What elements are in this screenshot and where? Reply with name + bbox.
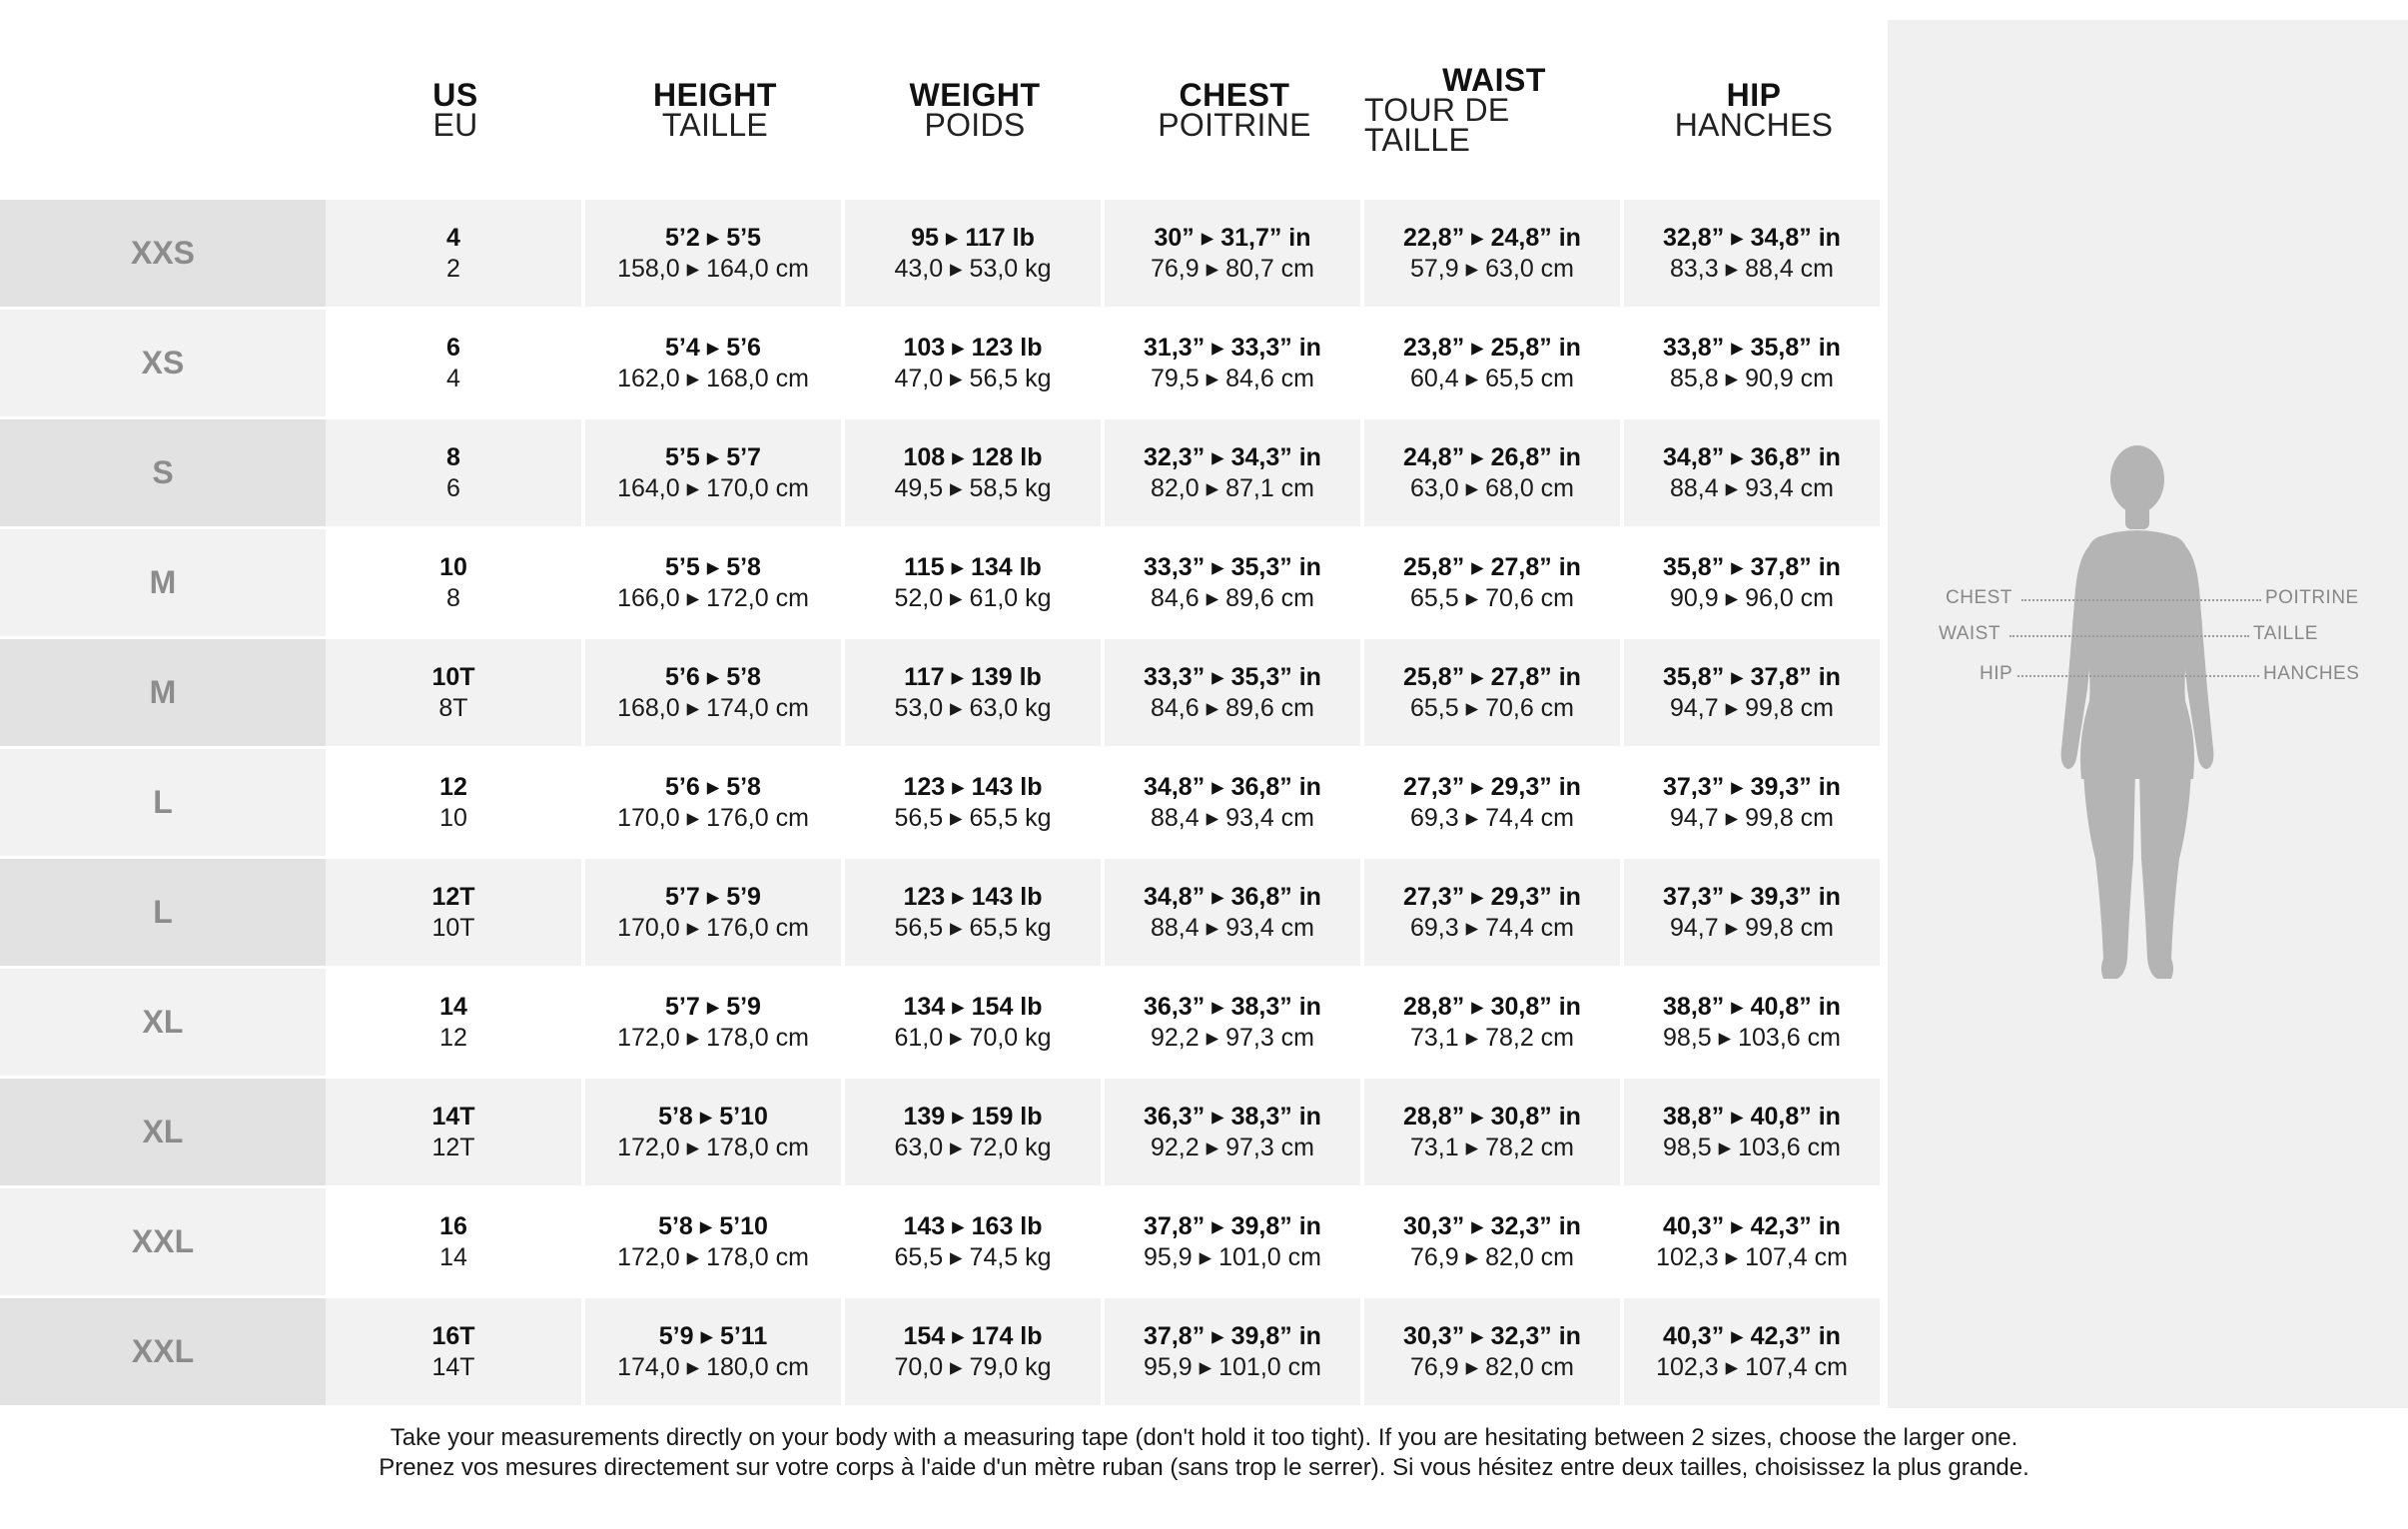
cell-secondary-value: 76,9 ▸ 82,0 cm — [1409, 1242, 1575, 1271]
table-cell — [1624, 969, 1884, 1079]
table-cell — [326, 1188, 585, 1298]
column-header-en: HEIGHT — [653, 77, 777, 113]
column-header-en: CHEST — [1179, 77, 1290, 113]
cell-secondary-value: 158,0 ▸ 164,0 cm — [617, 254, 809, 283]
size-label: XL — [0, 1079, 326, 1188]
waist-label: WAIST — [1939, 623, 2001, 644]
cell-primary-value: 36,3” ▸ 38,3” in — [1144, 1102, 1321, 1131]
table-cell — [1624, 529, 1884, 639]
cell-primary-value: 5’7 ▸ 5’9 — [665, 992, 761, 1021]
cell-primary-value: 30” ▸ 31,7” in — [1154, 223, 1311, 252]
cell-primary-value: 28,8” ▸ 30,8” in — [1403, 1102, 1581, 1131]
cell-primary-value: 5’6 ▸ 5’8 — [665, 662, 761, 691]
cell-primary-value: 123 ▸ 143 lb — [903, 882, 1043, 911]
cell-primary-value: 32,3” ▸ 34,3” in — [1144, 442, 1321, 471]
cell-secondary-value: 14 — [439, 1242, 467, 1271]
cell-secondary-value: 98,5 ▸ 103,6 cm — [1663, 1023, 1841, 1052]
cell-primary-value: 5’8 ▸ 5’10 — [658, 1102, 768, 1131]
size-label: XXL — [0, 1188, 326, 1298]
column-header-en: US — [432, 77, 478, 113]
table-cell — [1624, 1188, 1884, 1298]
cell-secondary-value: 10 — [439, 803, 467, 832]
table-cell — [1624, 859, 1884, 969]
cell-secondary-value: 79,5 ▸ 84,6 cm — [1150, 364, 1315, 392]
cell-primary-value: 25,8” ▸ 27,8” in — [1403, 662, 1581, 691]
size-label: XL — [0, 969, 326, 1079]
table-cell — [585, 419, 845, 529]
table-cell — [585, 310, 845, 419]
cell-primary-value: 33,3” ▸ 35,3” in — [1144, 552, 1321, 581]
table-cell — [845, 419, 1105, 529]
body-silhouette-icon — [2037, 439, 2237, 999]
table-cell — [585, 639, 845, 749]
cell-secondary-value: 65,5 ▸ 70,6 cm — [1409, 583, 1575, 612]
table-cell — [845, 969, 1105, 1079]
column-header-fr: POITRINE — [1158, 107, 1311, 143]
table-cell — [1624, 200, 1884, 310]
table-cell — [845, 1188, 1105, 1298]
table-cell — [326, 969, 585, 1079]
cell-primary-value: 95 ▸ 117 lb — [911, 223, 1035, 252]
column-header — [845, 0, 1105, 200]
size-label: XXL — [0, 1298, 326, 1408]
size-label: M — [0, 529, 326, 639]
cell-secondary-value: 47,0 ▸ 56,5 kg — [894, 364, 1052, 392]
table-cell — [1364, 310, 1624, 419]
table-cell — [845, 200, 1105, 310]
column-header-fr: TOUR DE TAILLE — [1364, 92, 1510, 158]
taille-label: TAILLE — [2253, 623, 2318, 644]
cell-secondary-value: 170,0 ▸ 176,0 cm — [617, 803, 809, 832]
cell-secondary-value: 63,0 ▸ 72,0 kg — [894, 1133, 1052, 1161]
table-cell — [1105, 529, 1364, 639]
table-cell — [585, 749, 845, 859]
cell-secondary-value: 49,5 ▸ 58,5 kg — [894, 473, 1052, 502]
table-cell — [1105, 419, 1364, 529]
cell-secondary-value: 8 — [446, 583, 460, 612]
cell-primary-value: 36,3” ▸ 38,3” in — [1144, 992, 1321, 1021]
cell-primary-value: 35,8” ▸ 37,8” in — [1663, 662, 1841, 691]
cell-secondary-value: 84,6 ▸ 89,6 cm — [1150, 583, 1315, 612]
cell-secondary-value: 60,4 ▸ 65,5 cm — [1409, 364, 1575, 392]
cell-primary-value: 33,3” ▸ 35,3” in — [1144, 662, 1321, 691]
cell-primary-value: 34,8” ▸ 36,8” in — [1144, 772, 1321, 801]
table-cell — [326, 1298, 585, 1408]
cell-secondary-value: 88,4 ▸ 93,4 cm — [1150, 913, 1315, 942]
table-cell — [845, 749, 1105, 859]
cell-primary-value: 35,8” ▸ 37,8” in — [1663, 552, 1841, 581]
cell-primary-value: 103 ▸ 123 lb — [903, 333, 1043, 362]
cell-primary-value: 117 ▸ 139 lb — [904, 662, 1042, 691]
table-cell — [1624, 310, 1884, 419]
poitrine-label: POITRINE — [2265, 587, 2359, 608]
cell-primary-value: 108 ▸ 128 lb — [903, 442, 1043, 471]
cell-primary-value: 37,3” ▸ 39,3” in — [1663, 882, 1841, 911]
table-cell — [1364, 529, 1624, 639]
chest-label: CHEST — [1946, 587, 2012, 608]
cell-secondary-value: 82,0 ▸ 87,1 cm — [1150, 473, 1315, 502]
column-header-en: WEIGHT — [909, 77, 1041, 113]
cell-secondary-value: 61,0 ▸ 70,0 kg — [894, 1023, 1052, 1052]
footer-line-en: Take your measurements directly on your body with a measuring tape (don't hold it too tight). If you are hesitating between 2 sizes, choose the larger one. — [390, 1424, 2018, 1451]
hip-label: HIP — [1980, 663, 2013, 684]
cell-primary-value: 143 ▸ 163 lb — [903, 1211, 1043, 1240]
hanches-label: HANCHES — [2263, 663, 2360, 684]
cell-secondary-value: 76,9 ▸ 80,7 cm — [1150, 254, 1315, 283]
cell-primary-value: 33,8” ▸ 35,8” in — [1663, 333, 1841, 362]
table-cell — [585, 529, 845, 639]
cell-primary-value: 30,3” ▸ 32,3” in — [1403, 1211, 1581, 1240]
header-size-blank — [0, 0, 326, 200]
column-header — [1364, 0, 1624, 200]
table-cell — [1364, 969, 1624, 1079]
column-header-fr: HANCHES — [1674, 107, 1834, 143]
table-cell — [326, 310, 585, 419]
size-label: L — [0, 749, 326, 859]
cell-primary-value: 154 ▸ 174 lb — [903, 1321, 1043, 1350]
column-header — [1105, 0, 1364, 200]
cell-primary-value: 25,8” ▸ 27,8” in — [1403, 552, 1581, 581]
cell-secondary-value: 170,0 ▸ 176,0 cm — [617, 913, 809, 942]
cell-primary-value: 16T — [431, 1321, 475, 1350]
cell-primary-value: 24,8” ▸ 26,8” in — [1403, 442, 1581, 471]
cell-secondary-value: 95,9 ▸ 101,0 cm — [1144, 1242, 1321, 1271]
table-cell — [585, 1079, 845, 1188]
table-cell — [1364, 1188, 1624, 1298]
cell-secondary-value: 69,3 ▸ 74,4 cm — [1409, 803, 1575, 832]
size-label: XS — [0, 310, 326, 419]
table-cell — [1364, 1079, 1624, 1188]
cell-primary-value: 8 — [446, 442, 460, 471]
cell-secondary-value: 94,7 ▸ 99,8 cm — [1669, 913, 1835, 942]
cell-secondary-value: 12T — [431, 1133, 475, 1161]
cell-secondary-value: 84,6 ▸ 89,6 cm — [1150, 693, 1315, 722]
cell-secondary-value: 168,0 ▸ 174,0 cm — [617, 693, 809, 722]
table-cell — [845, 1298, 1105, 1408]
column-header — [1624, 0, 1884, 200]
cell-primary-value: 34,8” ▸ 36,8” in — [1663, 442, 1841, 471]
table-cell — [1105, 639, 1364, 749]
table-cell — [1624, 419, 1884, 529]
column-header-fr: POIDS — [924, 107, 1026, 143]
cell-primary-value: 37,8” ▸ 39,8” in — [1144, 1211, 1321, 1240]
table-cell — [1105, 749, 1364, 859]
cell-secondary-value: 83,3 ▸ 88,4 cm — [1669, 254, 1835, 283]
table-cell — [845, 310, 1105, 419]
cell-secondary-value: 52,0 ▸ 61,0 kg — [894, 583, 1052, 612]
cell-secondary-value: 85,8 ▸ 90,9 cm — [1669, 364, 1835, 392]
cell-secondary-value: 65,5 ▸ 70,6 cm — [1409, 693, 1575, 722]
cell-primary-value: 5’9 ▸ 5’11 — [658, 1321, 768, 1350]
table-cell — [1364, 1298, 1624, 1408]
cell-secondary-value: 92,2 ▸ 97,3 cm — [1150, 1023, 1315, 1052]
size-label: XXS — [0, 200, 326, 310]
cell-secondary-value: 6 — [446, 473, 460, 502]
cell-primary-value: 27,3” ▸ 29,3” in — [1403, 772, 1581, 801]
cell-secondary-value: 76,9 ▸ 82,0 cm — [1409, 1352, 1575, 1381]
cell-primary-value: 34,8” ▸ 36,8” in — [1144, 882, 1321, 911]
cell-secondary-value: 70,0 ▸ 79,0 kg — [894, 1352, 1052, 1381]
table-cell — [585, 1298, 845, 1408]
cell-primary-value: 14T — [431, 1102, 475, 1131]
table-cell — [1364, 859, 1624, 969]
table-cell — [326, 639, 585, 749]
cell-secondary-value: 56,5 ▸ 65,5 kg — [894, 803, 1052, 832]
cell-secondary-value: 43,0 ▸ 53,0 kg — [894, 254, 1052, 283]
cell-secondary-value: 164,0 ▸ 170,0 cm — [617, 473, 809, 502]
column-header-en: WAIST — [1442, 62, 1546, 98]
cell-secondary-value: 14T — [431, 1352, 475, 1381]
cell-primary-value: 28,8” ▸ 30,8” in — [1403, 992, 1581, 1021]
cell-primary-value: 5’6 ▸ 5’8 — [665, 772, 761, 801]
column-header-en: HIP — [1726, 77, 1782, 113]
table-cell — [1364, 639, 1624, 749]
cell-secondary-value: 69,3 ▸ 74,4 cm — [1409, 913, 1575, 942]
cell-primary-value: 5’2 ▸ 5’5 — [665, 223, 761, 252]
cell-primary-value: 134 ▸ 154 lb — [903, 992, 1043, 1021]
table-cell — [326, 419, 585, 529]
cell-secondary-value: 166,0 ▸ 172,0 cm — [617, 583, 809, 612]
footer-note — [0, 1423, 2408, 1483]
table-cell — [1364, 419, 1624, 529]
cell-primary-value: 5’7 ▸ 5’9 — [665, 882, 761, 911]
table-cell — [1105, 310, 1364, 419]
cell-secondary-value: 56,5 ▸ 65,5 kg — [894, 913, 1052, 942]
table-cell — [845, 859, 1105, 969]
cell-primary-value: 22,8” ▸ 24,8” in — [1403, 223, 1581, 252]
cell-secondary-value: 57,9 ▸ 63,0 cm — [1409, 254, 1575, 283]
cell-secondary-value: 102,3 ▸ 107,4 cm — [1656, 1352, 1848, 1381]
cell-primary-value: 5’4 ▸ 5’6 — [665, 333, 761, 362]
table-cell — [1624, 749, 1884, 859]
cell-primary-value: 38,8” ▸ 40,8” in — [1663, 992, 1841, 1021]
table-cell — [845, 1079, 1105, 1188]
cell-primary-value: 6 — [446, 333, 460, 362]
size-label: M — [0, 639, 326, 749]
cell-secondary-value: 172,0 ▸ 178,0 cm — [617, 1242, 809, 1271]
cell-primary-value: 139 ▸ 159 lb — [903, 1102, 1043, 1131]
cell-primary-value: 23,8” ▸ 25,8” in — [1403, 333, 1581, 362]
cell-secondary-value: 172,0 ▸ 178,0 cm — [617, 1023, 809, 1052]
cell-primary-value: 4 — [446, 223, 460, 252]
cell-primary-value: 14 — [439, 992, 467, 1021]
cell-primary-value: 40,3” ▸ 42,3” in — [1663, 1321, 1841, 1350]
cell-secondary-value: 174,0 ▸ 180,0 cm — [617, 1352, 809, 1381]
cell-primary-value: 10T — [431, 662, 475, 691]
cell-secondary-value: 63,0 ▸ 68,0 cm — [1409, 473, 1575, 502]
hip-line — [2017, 675, 2259, 677]
cell-primary-value: 10 — [439, 552, 467, 581]
cell-secondary-value: 88,4 ▸ 93,4 cm — [1669, 473, 1835, 502]
table-cell — [326, 529, 585, 639]
cell-primary-value: 16 — [439, 1211, 467, 1240]
table-cell — [1105, 1298, 1364, 1408]
table-cell — [1105, 200, 1364, 310]
table-cell — [585, 859, 845, 969]
cell-secondary-value: 4 — [446, 364, 460, 392]
cell-secondary-value: 2 — [446, 254, 460, 283]
cell-secondary-value: 12 — [439, 1023, 467, 1052]
cell-secondary-value: 73,1 ▸ 78,2 cm — [1409, 1133, 1575, 1161]
cell-secondary-value: 90,9 ▸ 96,0 cm — [1669, 583, 1835, 612]
cell-primary-value: 31,3” ▸ 33,3” in — [1144, 333, 1321, 362]
cell-primary-value: 32,8” ▸ 34,8” in — [1663, 223, 1841, 252]
cell-secondary-value: 98,5 ▸ 103,6 cm — [1663, 1133, 1841, 1161]
table-cell — [326, 749, 585, 859]
cell-secondary-value: 172,0 ▸ 178,0 cm — [617, 1133, 809, 1161]
cell-primary-value: 5’5 ▸ 5’7 — [665, 442, 761, 471]
table-cell — [845, 529, 1105, 639]
cell-primary-value: 27,3” ▸ 29,3” in — [1403, 882, 1581, 911]
size-label: S — [0, 419, 326, 529]
cell-secondary-value: 10T — [431, 913, 475, 942]
cell-primary-value: 115 ▸ 134 lb — [904, 552, 1042, 581]
footer-line-fr: Prenez vos mesures directement sur votre corps à l'aide d'un mètre ruban (sans trop le serrer). Si vous hésitez entre deux tailles, choisissez la plus grande. — [379, 1454, 2029, 1481]
table-cell — [1624, 1298, 1884, 1408]
cell-primary-value: 37,3” ▸ 39,3” in — [1663, 772, 1841, 801]
table-cell — [585, 1188, 845, 1298]
table-cell — [585, 969, 845, 1079]
cell-primary-value: 123 ▸ 143 lb — [903, 772, 1043, 801]
cell-primary-value: 12T — [431, 882, 475, 911]
cell-secondary-value: 92,2 ▸ 97,3 cm — [1150, 1133, 1315, 1161]
cell-secondary-value: 94,7 ▸ 99,8 cm — [1669, 803, 1835, 832]
table-cell — [1105, 859, 1364, 969]
column-header — [326, 0, 585, 200]
table-cell — [1364, 200, 1624, 310]
table-cell — [326, 200, 585, 310]
cell-secondary-value: 8T — [438, 693, 468, 722]
table-cell — [1105, 1188, 1364, 1298]
cell-primary-value: 12 — [439, 772, 467, 801]
column-header-fr: EU — [432, 107, 478, 143]
cell-primary-value: 38,8” ▸ 40,8” in — [1663, 1102, 1841, 1131]
size-label: L — [0, 859, 326, 969]
table-cell — [1105, 1079, 1364, 1188]
cell-primary-value: 5’8 ▸ 5’10 — [658, 1211, 768, 1240]
cell-secondary-value: 53,0 ▸ 63,0 kg — [894, 693, 1052, 722]
chest-line — [2021, 599, 2261, 601]
table-cell — [326, 1079, 585, 1188]
table-cell — [585, 200, 845, 310]
cell-secondary-value: 88,4 ▸ 93,4 cm — [1150, 803, 1315, 832]
cell-secondary-value: 65,5 ▸ 74,5 kg — [894, 1242, 1052, 1271]
column-header — [585, 0, 845, 200]
table-cell — [1364, 749, 1624, 859]
waist-line — [2009, 635, 2249, 637]
cell-secondary-value: 94,7 ▸ 99,8 cm — [1669, 693, 1835, 722]
table-cell — [845, 639, 1105, 749]
table-cell — [1624, 639, 1884, 749]
cell-secondary-value: 102,3 ▸ 107,4 cm — [1656, 1242, 1848, 1271]
cell-primary-value: 40,3” ▸ 42,3” in — [1663, 1211, 1841, 1240]
column-header-fr: TAILLE — [661, 107, 769, 143]
table-cell — [326, 859, 585, 969]
cell-primary-value: 5’5 ▸ 5’8 — [665, 552, 761, 581]
cell-primary-value: 30,3” ▸ 32,3” in — [1403, 1321, 1581, 1350]
table-cell — [1624, 1079, 1884, 1188]
table-cell — [1105, 969, 1364, 1079]
cell-secondary-value: 73,1 ▸ 78,2 cm — [1409, 1023, 1575, 1052]
cell-secondary-value: 95,9 ▸ 101,0 cm — [1144, 1352, 1321, 1381]
cell-primary-value: 37,8” ▸ 39,8” in — [1144, 1321, 1321, 1350]
cell-secondary-value: 162,0 ▸ 168,0 cm — [617, 364, 809, 392]
